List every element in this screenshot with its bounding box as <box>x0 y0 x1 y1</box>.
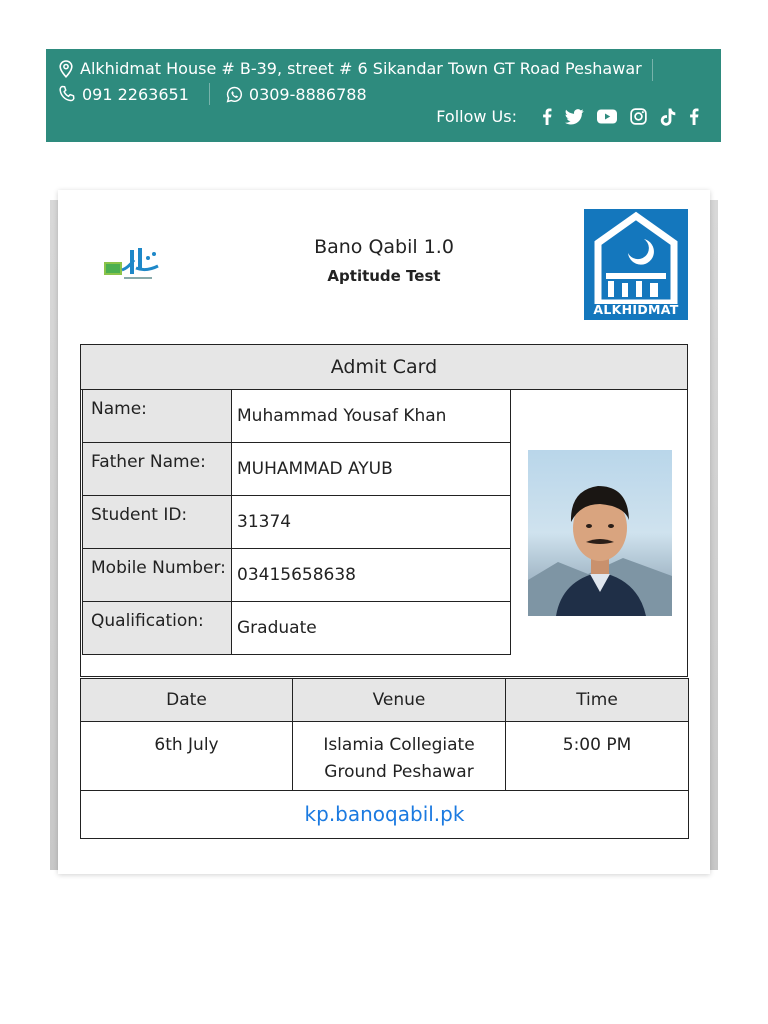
field-value: Muhammad Yousaf Khan <box>232 390 511 443</box>
student-info-table <box>82 389 511 655</box>
youtube-icon[interactable] <box>597 109 617 124</box>
whatsapp-icon <box>226 86 243 103</box>
twitter-icon[interactable] <box>565 109 584 125</box>
admit-card <box>58 190 710 874</box>
phone-number[interactable]: 091 2263651 <box>82 84 189 104</box>
venue-line-2: Ground Peshawar <box>324 762 474 782</box>
address-text: Alkhidmat House # B-39, street # 6 Sikandar Town GT Road Peshawar <box>80 59 642 78</box>
field-value: MUHAMMAD AYUB <box>232 443 511 496</box>
student-info <box>80 389 688 677</box>
program-title: Bano Qabil 1.0 <box>314 236 454 258</box>
facebook-icon[interactable] <box>689 108 699 125</box>
table-row <box>81 722 689 791</box>
field-label: Father Name: <box>83 443 232 496</box>
facebook-icon[interactable] <box>542 108 552 125</box>
follow-label: Follow Us: <box>436 107 517 126</box>
field-label: Name: <box>83 390 232 443</box>
field-value: 31374 <box>232 496 511 549</box>
table-row <box>83 602 511 655</box>
table-row <box>81 791 689 839</box>
exam-venue <box>293 722 506 791</box>
website-link[interactable]: kp.banoqabil.pk <box>81 791 689 839</box>
table-row <box>83 443 511 496</box>
whatsapp-number[interactable]: 0309-8886788 <box>248 84 367 104</box>
phones-row <box>58 83 367 105</box>
table-row <box>83 549 511 602</box>
divider <box>652 59 653 81</box>
exam-date: 6th July <box>81 722 293 791</box>
location-pin-icon <box>58 60 74 78</box>
instagram-icon[interactable] <box>630 108 647 125</box>
contact-bar <box>46 49 721 142</box>
address-row <box>58 59 642 78</box>
field-label: Qualification: <box>83 602 232 655</box>
column-header-time: Time <box>506 679 689 722</box>
follow-us <box>436 107 699 126</box>
field-label: Student ID: <box>83 496 232 549</box>
tiktok-icon[interactable] <box>660 108 676 126</box>
student-photo <box>528 450 672 616</box>
exam-time: 5:00 PM <box>506 722 689 791</box>
alkhidmat-logo <box>584 209 688 320</box>
column-header-date: Date <box>81 679 293 722</box>
table-header-row <box>81 679 689 722</box>
venue-line-1: Islamia Collegiate <box>323 735 475 755</box>
phone-icon <box>58 85 76 103</box>
field-label: Mobile Number: <box>83 549 232 602</box>
table-row <box>83 390 511 443</box>
alkhidmat-logo-text: ALKHIDMAT <box>593 302 679 317</box>
column-header-venue: Venue <box>293 679 506 722</box>
admit-card-heading: Admit Card <box>80 344 688 390</box>
program-subtitle: Aptitude Test <box>327 267 441 285</box>
divider <box>209 83 210 105</box>
exam-schedule-table <box>80 678 689 839</box>
table-row <box>83 496 511 549</box>
field-value: 03415658638 <box>232 549 511 602</box>
field-value: Graduate <box>232 602 511 655</box>
